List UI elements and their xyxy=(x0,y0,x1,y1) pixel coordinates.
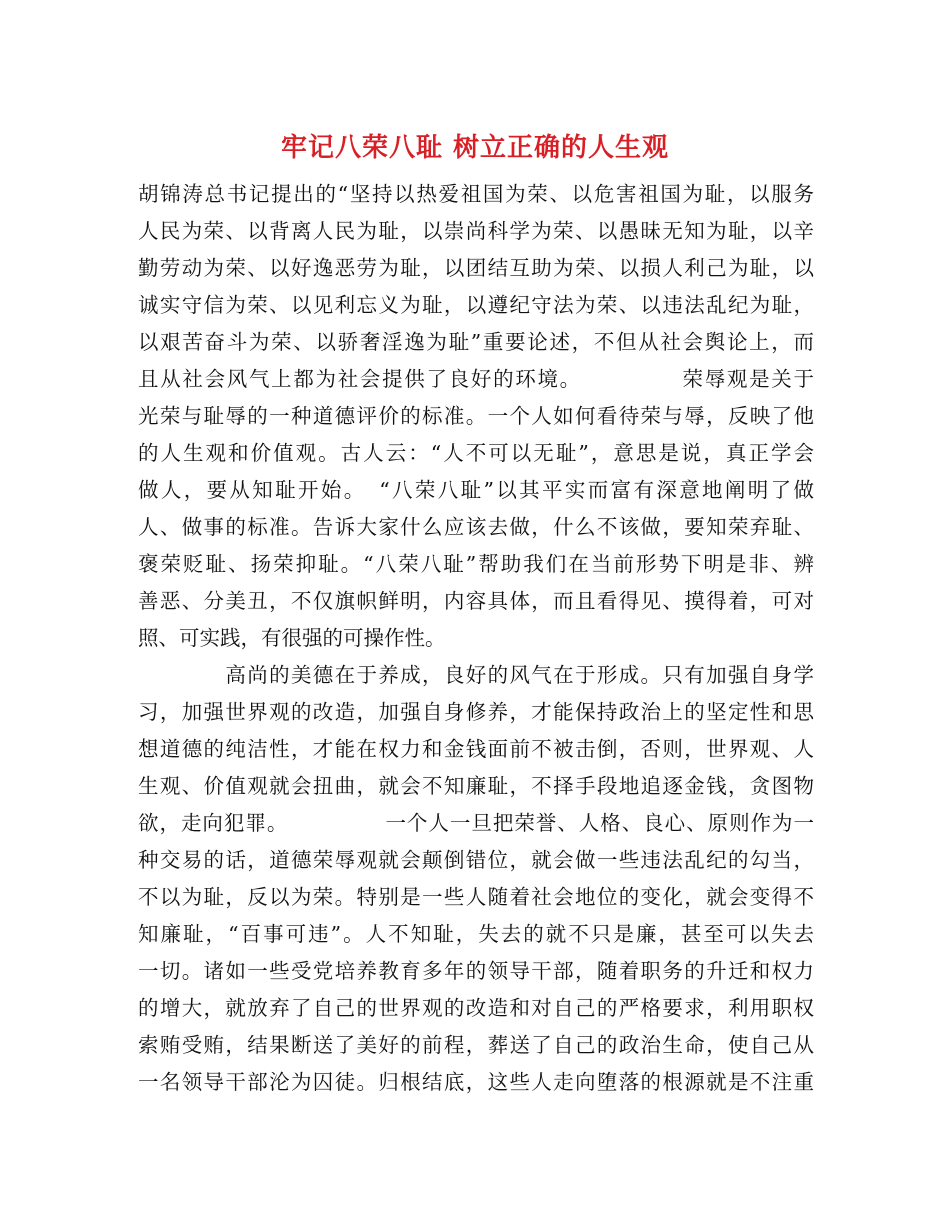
text-line: 以艰苦奋斗为荣、以骄奢淫逸为耻”重要论述，不但从社会舆论上，而 xyxy=(138,330,814,354)
text-line: 人、做事的标准。告诉大家什么应该去做，什么不该做，要知荣弃耻、 xyxy=(138,515,814,539)
text-line: 索贿受贿，结果断送了美好的前程，葬送了自己的政治生命，使自己从 xyxy=(138,1033,814,1057)
text-line: 知廉耻，“百事可违”。人不知耻，失去的就不只是廉，甚至可以失去 xyxy=(138,922,814,946)
text-line: 高尚的美德在于养成，良好的风气在于形成。只有加强自身学 xyxy=(138,663,814,687)
text-line: 人民为荣、以背离人民为耻，以崇尚科学为荣、以愚昧无知为耻，以辛 xyxy=(138,219,814,243)
text-line: 生观、价值观就会扭曲，就会不知廉耻，不择手段地追逐金钱，贪图物 xyxy=(138,774,814,798)
text-line: 诚实守信为荣、以见利忘义为耻，以遵纪守法为荣、以违法乱纪为耻， xyxy=(138,293,814,317)
text-line: 做人，要从知耻开始。 “八荣八耻”以其平实而富有深意地阐明了做 xyxy=(138,478,814,502)
text-line: 光荣与耻辱的一种道德评价的标准。一个人如何看待荣与辱，反映了他 xyxy=(138,404,814,428)
text-line: 一切。诸如一些受党培养教育多年的领导干部，随着职务的升迁和权力 xyxy=(138,959,814,983)
text-line: 种交易的话，道德荣辱观就会颠倒错位，就会做一些违法乱纪的勾当， xyxy=(138,848,814,872)
text-line: 照、可实践，有很强的可操作性。 xyxy=(138,626,446,650)
text-line: 想道德的纯洁性，才能在权力和金钱面前不被击倒，否则，世界观、人 xyxy=(138,737,814,761)
page-title: 牢记八荣八耻 树立正确的人生观 xyxy=(280,133,670,163)
text-line: 褒荣贬耻、扬荣抑耻。“八荣八耻”帮助我们在当前形势下明是非、辨 xyxy=(138,552,814,576)
text-line: 欲，走向犯罪。 一个人一旦把荣誉、人格、良心、原则作为一 xyxy=(138,811,814,835)
text-line: 不以为耻，反以为荣。特别是一些人随着社会地位的变化，就会变得不 xyxy=(138,885,814,909)
text-line: 的增大，就放弃了自己的世界观的改造和对自己的严格要求，利用职权 xyxy=(138,996,814,1020)
text-line: 习，加强世界观的改造，加强自身修养，才能保持政治上的坚定性和思 xyxy=(138,700,814,724)
text-line: 胡锦涛总书记提出的“坚持以热爱祖国为荣、以危害祖国为耻，以服务 xyxy=(138,182,814,206)
text-line: 一名领导干部沦为囚徒。归根结底，这些人走向堕落的根源就是不注重 xyxy=(138,1070,814,1094)
text-line: 且从社会风气上都为社会提供了良好的环境。 荣辱观是关于 xyxy=(138,367,814,391)
text-line: 的人生观和价值观。古人云：“人不可以无耻”，意思是说，真正学会 xyxy=(138,441,814,465)
article-body xyxy=(138,176,814,1101)
text-line: 善恶、分美丑，不仅旗帜鲜明，内容具体，而且看得见、摸得着，可对 xyxy=(138,589,814,613)
text-line: 勤劳动为荣、以好逸恶劳为耻，以团结互助为荣、以损人利己为耻，以 xyxy=(138,256,814,280)
